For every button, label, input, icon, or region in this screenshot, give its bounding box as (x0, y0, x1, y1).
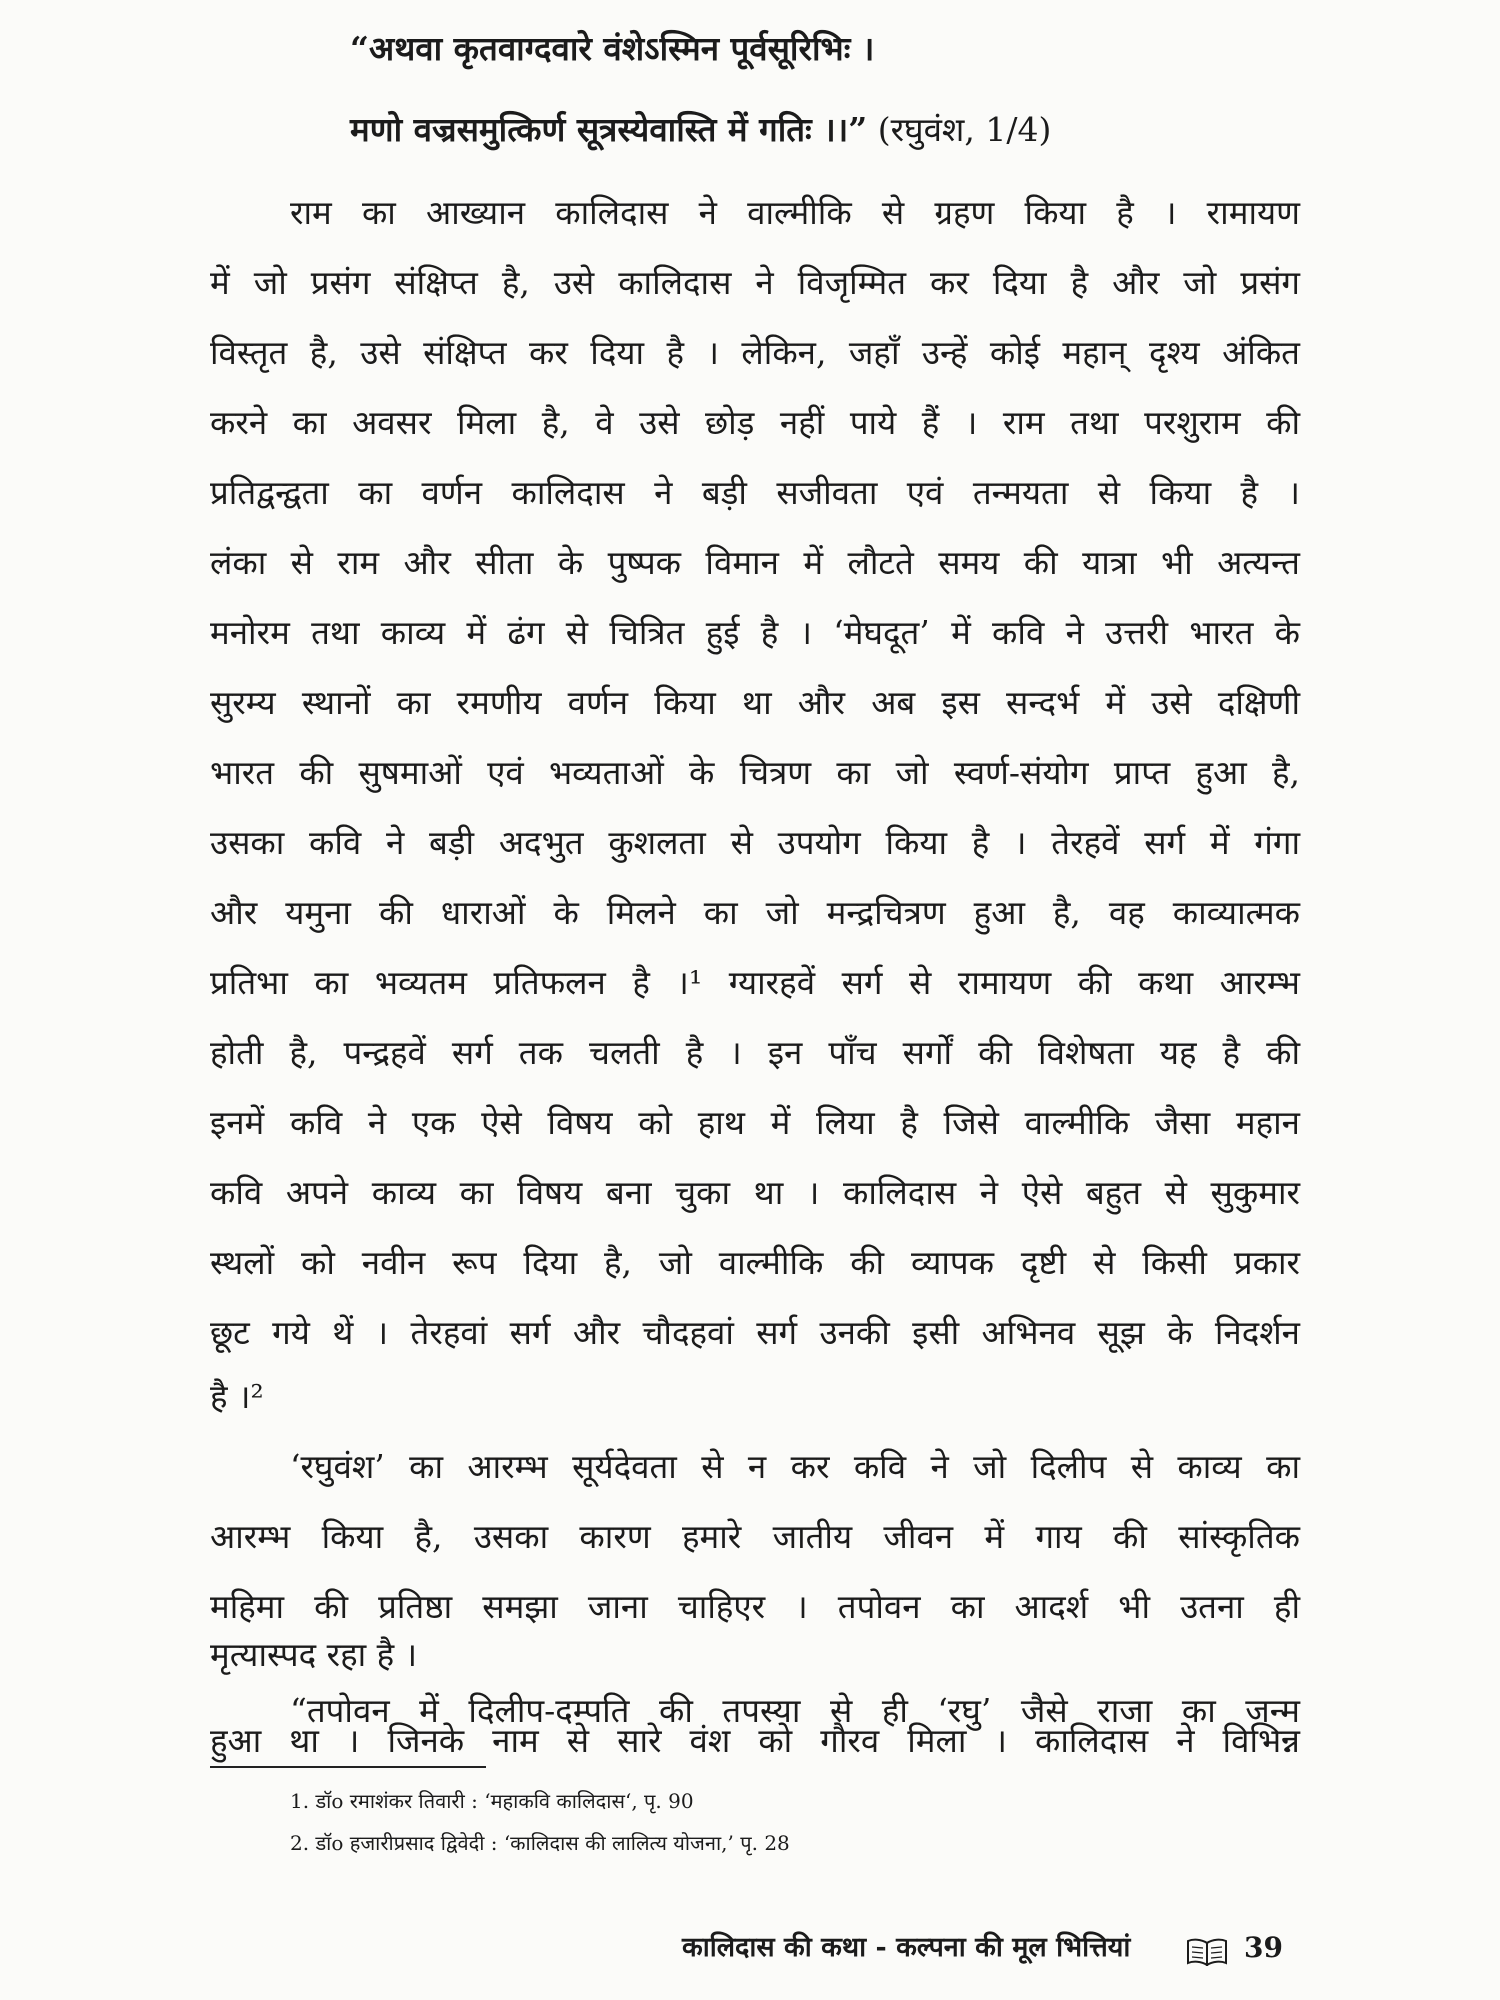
paragraph-2-line: आरम्भ किया है, उसका कारण हमारे जातीय जीवन में गाय की सांस्कृतिक (210, 1517, 1300, 1556)
paragraph-1-line: राम का आख्यान कालिदास ने वाल्मीकि से ग्रहण किया है । रामायण (290, 193, 1300, 232)
paragraph-1-line: प्रतिद्वन्द्वता का वर्णन कालिदास ने बड़ी सजीवता एवं तन्मयता से किया है । (210, 473, 1300, 512)
verse-line-1 (350, 24, 874, 74)
paragraph-2-line: महिमा की प्रतिष्ठा समझा जाना चाहिएर । तपोवन का आदर्श भी उतना ही (210, 1587, 1300, 1626)
verse-reference: (रघुवंश, 1/4) (867, 110, 1052, 149)
footnote-1: 1. डॉo रमाशंकर तिवारी : ‘महाकवि कालिदास‘, पृ. 90 (290, 1789, 694, 1813)
paragraph-2-line: ‘रघुवंश’ का आरम्भ सूर्यदेवता से न कर कवि ने जो दिलीप से काव्य का (290, 1447, 1300, 1486)
paragraph-1-line: इनमें कवि ने एक ऐसे विषय को हाथ में लिया है जिसे वाल्मीकि जैसा महान (210, 1103, 1300, 1142)
footnote-divider (210, 1766, 486, 1768)
book-icon (1186, 1938, 1228, 1966)
footnote-2: 2. डॉo हजारीप्रसाद द्विवेदी : ‘कालिदास की लालित्य योजना,’ पृ. 28 (290, 1831, 790, 1855)
paragraph-1-line: लंका से राम और सीता के पुष्पक विमान में लौटते समय की यात्रा भी अत्यन्त (210, 543, 1300, 582)
paragraph-1-line: सुरम्य स्थानों का रमणीय वर्णन किया था और अब इस सन्दर्भ में उसे दक्षिणी (210, 683, 1300, 722)
running-footer-title: कालिदास की कथा - कल्पना की मूल भित्तियां (682, 1932, 1131, 1963)
paragraph-3-line: “तपोवन में दिलीप-दम्पति की तपस्या से ही ‘रघु’ जैसे राजा का जन्म (290, 1691, 1300, 1730)
paragraph-2-line: मृत्यास्पद रहा है । (210, 1635, 418, 1674)
paragraph-1-line: मनोरम तथा काव्य में ढंग से चित्रित हुई है । ‘मेघदूत’ में कवि ने उत्तरी भारत के (210, 613, 1300, 652)
verse-line-2 (350, 105, 1051, 155)
paragraph-1-line: करने का अवसर मिला है, वे उसे छोड़ नहीं पाये हैं । राम तथा परशुराम की (210, 403, 1300, 442)
paragraph-1-line: उसका कवि ने बड़ी अदभुत कुशलता से उपयोग किया है । तेरहवें सर्ग में गंगा (210, 823, 1300, 862)
paragraph-1-line: होती है, पन्द्रहवें सर्ग तक चलती है । इन पाँच सर्गों की विशेषता यह है की (210, 1033, 1300, 1072)
paragraph-1-line: प्रतिभा का भव्यतम प्रतिफलन है ।¹ ग्यारहवें सर्ग से रामायण की कथा आरम्भ (210, 963, 1300, 1002)
verse-line-1-text: “अथवा कृतवाग्दवारे वंशेऽस्मिन पूर्वसूरिभिः । (350, 29, 875, 68)
paragraph-1-line: है ।² (210, 1377, 264, 1416)
paragraph-3-line: हुआ था । जिनके नाम से सारे वंश को गौरव मिला । कालिदास ने विभिन्न (210, 1721, 1300, 1760)
paragraph-1-line: में जो प्रसंग संक्षिप्त है, उसे कालिदास ने विजृम्मित कर दिया है और जो प्रसंग (210, 263, 1300, 302)
paragraph-1-line: विस्तृत है, उसे संक्षिप्त कर दिया है । लेकिन, जहाँ उन्हें कोई महान् दृश्य अंकित (210, 333, 1300, 372)
paragraph-1-line: कवि अपने काव्य का विषय बना चुका था । कालिदास ने ऐसे बहुत से सुकुमार (210, 1173, 1300, 1212)
page-number: 39 (1244, 1931, 1283, 1964)
paragraph-1-line: भारत की सुषमाओं एवं भव्यताओं के चित्रण का जो स्वर्ण-संयोग प्राप्त हुआ है, (210, 753, 1300, 792)
verse-line-2-text: मणो वज्रसमुत्किर्ण सूत्रस्येवास्ति में गतिः ।।” (350, 110, 868, 149)
paragraph-1-line: स्थलों को नवीन रूप दिया है, जो वाल्मीकि की व्यापक दृष्टी से किसी प्रकार (210, 1243, 1300, 1282)
paragraph-1-line: छूट गये थें । तेरहवां सर्ग और चौदहवां सर्ग उनकी इसी अभिनव सूझ के निदर्शन (210, 1313, 1300, 1352)
paragraph-1-line: और यमुना की धाराओं के मिलने का जो मन्द्रचित्रण हुआ है, वह काव्यात्मक (210, 893, 1300, 932)
